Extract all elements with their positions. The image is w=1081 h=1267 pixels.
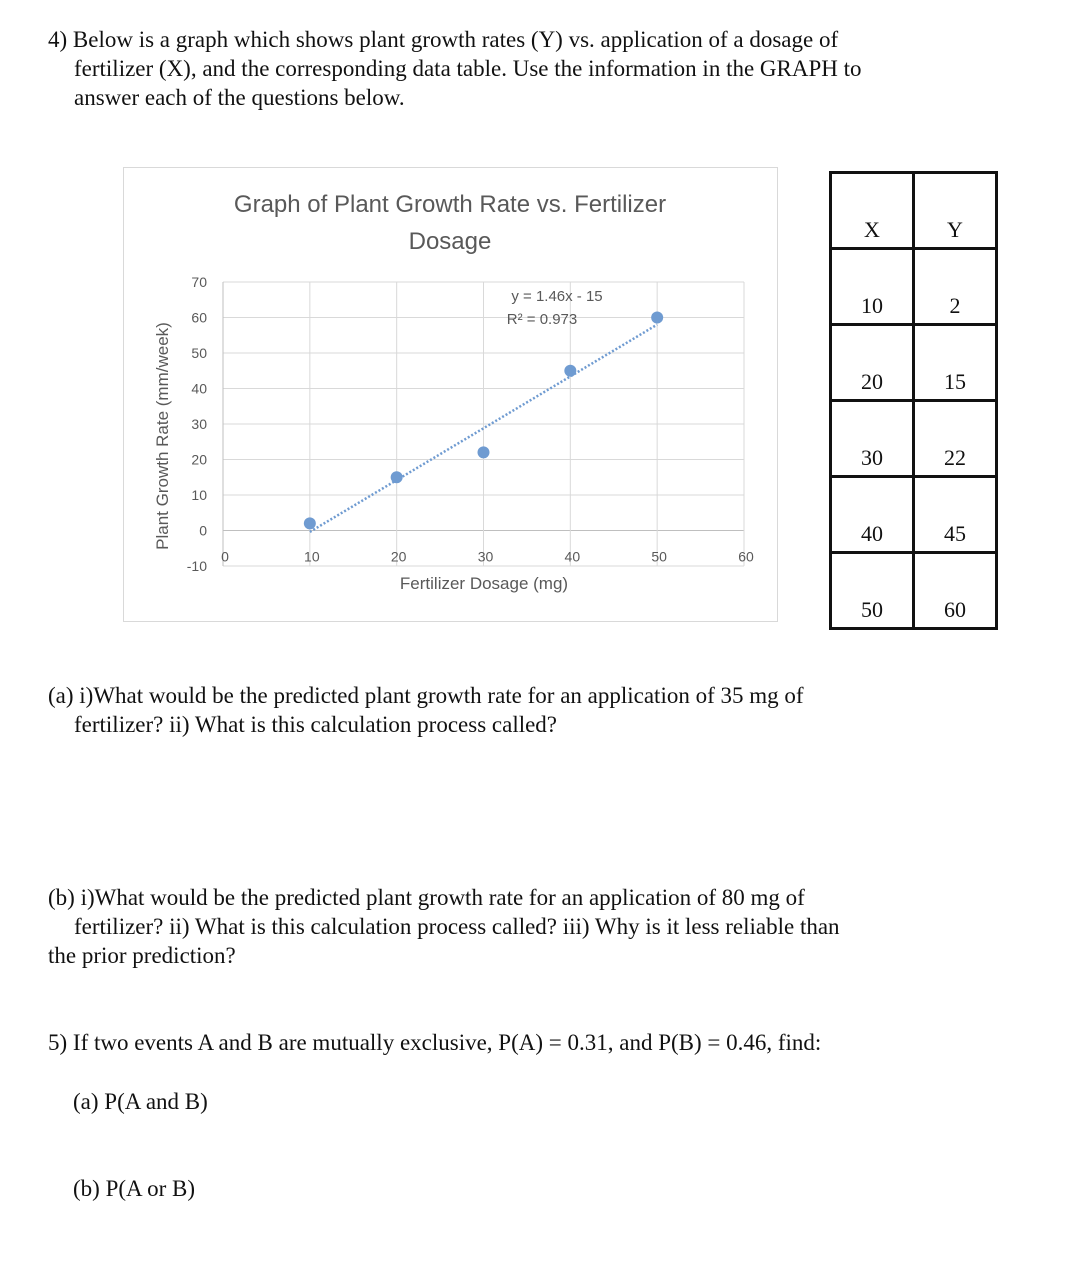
q4-part-b xyxy=(48,883,840,970)
trend-equation: y = 1.46x - 15 xyxy=(511,288,603,305)
x-tick-label: 60 xyxy=(738,548,754,565)
trend-r-squared: R² = 0.973 xyxy=(506,311,578,328)
table-header-row xyxy=(831,173,997,249)
y-tick-label: 50 xyxy=(191,345,207,361)
cell-x: 10 xyxy=(831,249,914,325)
q4-intro-line-2: fertilizer (X), and the corresponding data table. Use the information in the GRAPH to xyxy=(74,56,862,81)
q4-part-a-line-2: fertilizer? ii) What is this calculation process called? xyxy=(74,712,558,737)
q4-intro-line-3: answer each of the questions below. xyxy=(74,85,405,110)
y-tick-label: 0 xyxy=(199,522,207,539)
x-tick-label: 40 xyxy=(564,548,581,565)
data-table xyxy=(829,171,998,630)
q5-part-b: (b) P(A or B) xyxy=(73,1176,196,1201)
header-y: Y xyxy=(914,173,997,249)
x-axis-label: Fertilizer Dosage (mg) xyxy=(399,574,569,593)
cell-x: 50 xyxy=(831,553,914,629)
scatter-chart xyxy=(123,167,778,622)
data-point xyxy=(391,471,403,483)
q4-intro xyxy=(48,25,862,112)
q5-question: 5) If two events A and B are mutually exclusive, P(A) = 0.31, and P(B) = 0.46, find: xyxy=(48,1030,822,1055)
q4-part-b-line-3: the prior prediction? xyxy=(48,943,236,968)
cell-y: 45 xyxy=(914,477,997,553)
x-tick-label: 10 xyxy=(304,548,320,565)
y-tick-label: 10 xyxy=(191,487,207,503)
data-point xyxy=(304,517,316,529)
data-point xyxy=(478,446,490,458)
y-tick-label: -10 xyxy=(186,558,207,574)
chart-svg xyxy=(124,168,777,621)
q4-part-a xyxy=(48,681,804,739)
q4-part-b-line-2: fertilizer? ii) What is this calculation process called? iii) Why is it less reliable than xyxy=(74,914,840,939)
table-row xyxy=(831,325,997,401)
table-row xyxy=(831,401,997,477)
y-axis-label: Plant Growth Rate (mm/week) xyxy=(153,322,172,550)
cell-y: 60 xyxy=(914,553,997,629)
q4-intro-line-1: 4) Below is a graph which shows plant growth rates (Y) vs. application of a dosage of xyxy=(48,27,839,52)
data-point xyxy=(651,312,663,324)
x-tick-label: 30 xyxy=(477,548,494,565)
x-tick-label: 0 xyxy=(221,548,229,565)
cell-y: 2 xyxy=(914,249,997,325)
q4-part-b-line-1: (b) i)What would be the predicted plant growth rate for an application of 80 mg of xyxy=(48,885,805,910)
x-tick-label: 20 xyxy=(390,548,407,565)
q5-part-a: (a) P(A and B) xyxy=(73,1089,208,1114)
cell-y: 22 xyxy=(914,401,997,477)
chart-title-line: Graph of Plant Growth Rate vs. Fertilizer xyxy=(233,191,667,218)
q4-part-a-line-1: (a) i)What would be the predicted plant growth rate for an application of 35 mg of xyxy=(48,683,804,708)
table-row xyxy=(831,249,997,325)
table-row xyxy=(831,553,997,629)
cell-y: 15 xyxy=(914,325,997,401)
table-row xyxy=(831,477,997,553)
cell-x: 40 xyxy=(831,477,914,553)
cell-x: 30 xyxy=(831,401,914,477)
y-tick-label: 20 xyxy=(191,451,207,468)
chart-title-line: Dosage xyxy=(408,228,492,255)
data-point xyxy=(564,365,576,377)
y-tick-label: 40 xyxy=(191,380,207,397)
cell-x: 20 xyxy=(831,325,914,401)
header-x: X xyxy=(831,173,914,249)
y-tick-label: 60 xyxy=(191,309,207,326)
y-tick-label: 70 xyxy=(191,274,207,290)
y-tick-label: 30 xyxy=(191,416,207,432)
x-tick-label: 50 xyxy=(651,548,667,565)
